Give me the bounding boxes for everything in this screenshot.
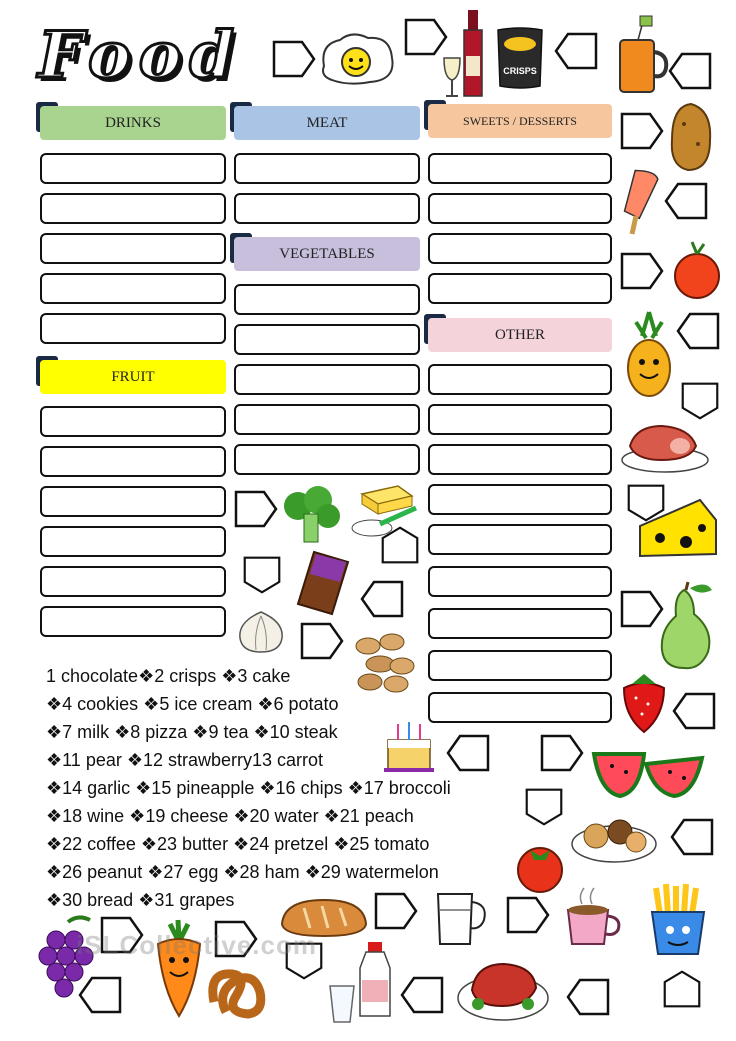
other-answer-box[interactable]: [428, 444, 612, 475]
fruit-answer-box[interactable]: [40, 566, 226, 597]
sweets-answer-box[interactable]: [428, 153, 612, 184]
other-answer-box[interactable]: [428, 484, 612, 515]
vocabulary-line: ❖7 milk ❖8 pizza ❖9 tea ❖10 steak: [46, 722, 338, 742]
number-tag[interactable]: [300, 622, 344, 660]
number-tag[interactable]: [672, 692, 716, 730]
number-tag[interactable]: [678, 382, 722, 420]
other-answer-box[interactable]: [428, 404, 612, 435]
number-tag[interactable]: [670, 818, 714, 856]
pear-icon: [654, 580, 718, 672]
fruit-answer-box[interactable]: [40, 446, 226, 477]
vegetables-answer-box[interactable]: [234, 324, 420, 355]
page-title: Food: [38, 18, 243, 93]
watermelon-icon: [590, 744, 708, 800]
fruit-answer-box[interactable]: [40, 486, 226, 517]
wine-bottle-icon: [440, 8, 490, 100]
sweets-answer-box[interactable]: [428, 273, 612, 304]
vocabulary-list: [46, 662, 566, 914]
mug-icon: [614, 14, 670, 98]
fruit-answer-box[interactable]: [40, 606, 226, 637]
cheese-icon: [636, 496, 720, 560]
crisps-bag-icon: [494, 26, 546, 90]
vocabulary-line: ❖26 peanut ❖27 egg ❖28 ham ❖29 watermelon: [46, 862, 439, 882]
vocabulary-line: ❖30 bread ❖31 grapes: [46, 890, 235, 910]
number-tag[interactable]: [272, 40, 316, 78]
vocabulary-line: ❖14 garlic ❖15 pineapple ❖16 chips ❖17 broccoli: [46, 778, 451, 798]
category-drinks: [40, 106, 226, 140]
category-meat: [234, 106, 420, 140]
number-tag[interactable]: [566, 978, 610, 1016]
glass-icon: [328, 984, 356, 1024]
fruit-answer-box[interactable]: [40, 526, 226, 557]
category-fruit-label: FRUIT: [111, 368, 155, 385]
drinks-answer-box[interactable]: [40, 313, 226, 344]
number-tag[interactable]: [400, 976, 444, 1014]
number-tag[interactable]: [668, 52, 712, 90]
tomato-icon: [672, 236, 722, 302]
sweets-answer-box[interactable]: [428, 193, 612, 224]
broccoli-icon: [280, 486, 342, 544]
number-tag[interactable]: [234, 490, 278, 528]
chocolate-icon: [292, 548, 354, 618]
steak-icon: [456, 950, 550, 1022]
potato-icon: [666, 100, 716, 174]
category-other: [428, 318, 612, 352]
category-drinks-label: DRINKS: [105, 114, 161, 131]
other-answer-box[interactable]: [428, 566, 612, 597]
sweets-answer-box[interactable]: [428, 233, 612, 264]
category-meat-label: MEAT: [306, 114, 348, 131]
category-other-label: OTHER: [495, 326, 545, 343]
garlic-icon: [234, 608, 288, 654]
category-sweets-label: SWEETS / DESSERTS: [463, 113, 577, 128]
vegetables-answer-box[interactable]: [234, 364, 420, 395]
ham-icon: [620, 416, 710, 474]
number-tag[interactable]: [660, 970, 704, 1008]
number-tag[interactable]: [676, 312, 720, 350]
crisps-label: CRISPS: [503, 66, 537, 76]
vocabulary-line: ❖11 pear ❖12 strawberry13 carrot: [46, 750, 324, 770]
category-vegetables-label: VEGETABLES: [279, 245, 375, 262]
category-fruit: [40, 360, 226, 394]
vocabulary-line: ❖22 coffee ❖23 butter ❖24 pretzel ❖25 tomato: [46, 834, 430, 854]
vocabulary-line: 1 chocolate❖2 crisps ❖3 cake: [46, 666, 291, 686]
number-tag[interactable]: [240, 556, 284, 594]
vegetables-answer-box[interactable]: [234, 284, 420, 315]
meat-answer-box[interactable]: [234, 153, 420, 184]
other-answer-box[interactable]: [428, 364, 612, 395]
cookies-icon: [570, 806, 658, 864]
drinks-answer-box[interactable]: [40, 233, 226, 264]
category-vegetables: [234, 237, 420, 271]
drinks-answer-box[interactable]: [40, 273, 226, 304]
watermark: iSLCollective.com: [76, 930, 317, 960]
strawberry-icon: [618, 670, 670, 734]
number-tag[interactable]: [664, 182, 708, 220]
chips-icon: [640, 880, 718, 958]
fruit-answer-box[interactable]: [40, 406, 226, 437]
ice-lolly-icon: [620, 168, 662, 236]
number-tag[interactable]: [554, 32, 598, 70]
vocabulary-line: ❖4 cookies ❖5 ice cream ❖6 potato: [46, 694, 339, 714]
meat-answer-box[interactable]: [234, 193, 420, 224]
other-answer-box[interactable]: [428, 524, 612, 555]
vegetables-answer-box[interactable]: [234, 404, 420, 435]
pretzel-icon: [204, 962, 268, 1022]
drinks-answer-box[interactable]: [40, 153, 226, 184]
number-tag[interactable]: [620, 112, 664, 150]
vocabulary-line: ❖18 wine ❖19 cheese ❖20 water ❖21 peach: [46, 806, 414, 826]
other-answer-box[interactable]: [428, 608, 612, 639]
vegetables-answer-box[interactable]: [234, 444, 420, 475]
number-tag[interactable]: [360, 580, 404, 618]
drinks-answer-box[interactable]: [40, 193, 226, 224]
milk-bottle-icon: [354, 940, 396, 1020]
butter-icon: [350, 480, 420, 542]
tea-cup-icon: [558, 882, 626, 952]
fried-egg-icon: [318, 30, 396, 86]
pineapple-icon: [622, 308, 676, 400]
category-sweets: [428, 104, 612, 138]
number-tag[interactable]: [620, 252, 664, 290]
